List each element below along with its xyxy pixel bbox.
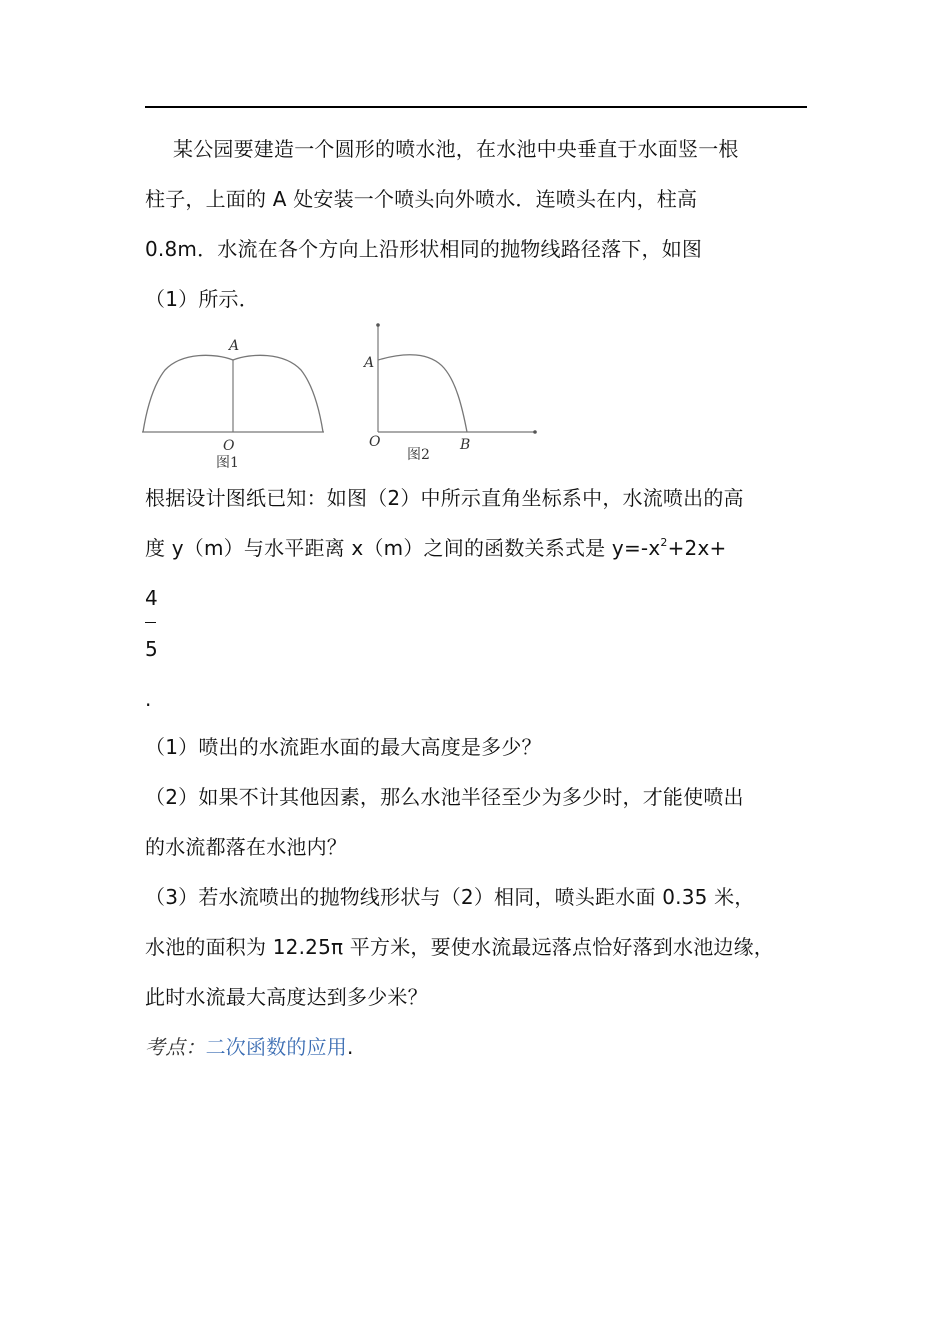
kaodian-end: .: [347, 1035, 354, 1059]
fraction-denominator: 5: [145, 637, 158, 661]
condition-text-post: +2x+: [667, 536, 727, 560]
question-2-line-1: （2）如果不计其他因素，那么水池半径至少为多少时，才能使喷出: [145, 785, 744, 809]
fig1-caption: 图1: [216, 455, 239, 471]
fig1-right-arc: [233, 355, 323, 432]
fraction-numerator: 4: [145, 586, 158, 610]
question-3-line-1: （3）若水流喷出的抛物线形状与（2）相同，喷头距水面 0.35 米，: [145, 885, 755, 909]
fig2-y-axis-tip: [376, 323, 380, 327]
fig2-caption: 图2: [407, 447, 430, 463]
fig1-label-o: O: [223, 438, 235, 454]
fig2-label-b: B: [460, 437, 471, 453]
question-3-line-2: 水池的面积为 12.25π 平方米，要使水流最远落点恰好落到水池边缘，: [145, 935, 775, 959]
intro-line-1: 某公园要建造一个圆形的喷水池，在水池中央垂直于水面竖一根: [173, 137, 739, 161]
intro-line-2: 柱子，上面的 A 处安装一个喷头向外喷水．连喷头在内，柱高: [145, 187, 698, 211]
condition-exponent: 2: [660, 536, 668, 549]
question-1: （1）喷出的水流距水面的最大高度是多少？: [145, 735, 542, 759]
figure-1: [140, 330, 330, 475]
intro-line-4: （1）所示．: [145, 287, 259, 311]
question-2-line-2: 的水流都落在水池内？: [145, 835, 347, 859]
kaodian: [145, 1034, 354, 1060]
formula-period: .: [145, 687, 152, 711]
fig2-label-a: A: [364, 355, 375, 371]
condition-line-2: [145, 535, 726, 561]
condition-text-pre: 度 y（m）与水平距离 x（m）之间的函数关系式是 y=-x: [145, 536, 661, 560]
fig1-left-arc: [143, 355, 233, 432]
fraction-bar: [145, 622, 156, 623]
fig2-label-o: O: [369, 434, 381, 450]
kaodian-label: 考点：: [145, 1035, 206, 1059]
fig1-label-a: A: [229, 338, 240, 354]
question-3-line-3: 此时水流最大高度达到多少米？: [145, 985, 428, 1009]
kaodian-link[interactable]: 二次函数的应用: [205, 1035, 348, 1059]
fig2-parabola: [378, 355, 467, 432]
fig2-x-axis-tip: [533, 430, 537, 434]
header-rule: [145, 106, 807, 108]
figure-2: [360, 318, 545, 468]
intro-line-3: 0.8m．水流在各个方向上沿形状相同的抛物线路径落下，如图: [145, 237, 703, 261]
condition-line-1: 根据设计图纸已知：如图（2）中所示直角坐标系中，水流喷出的高: [145, 486, 744, 510]
